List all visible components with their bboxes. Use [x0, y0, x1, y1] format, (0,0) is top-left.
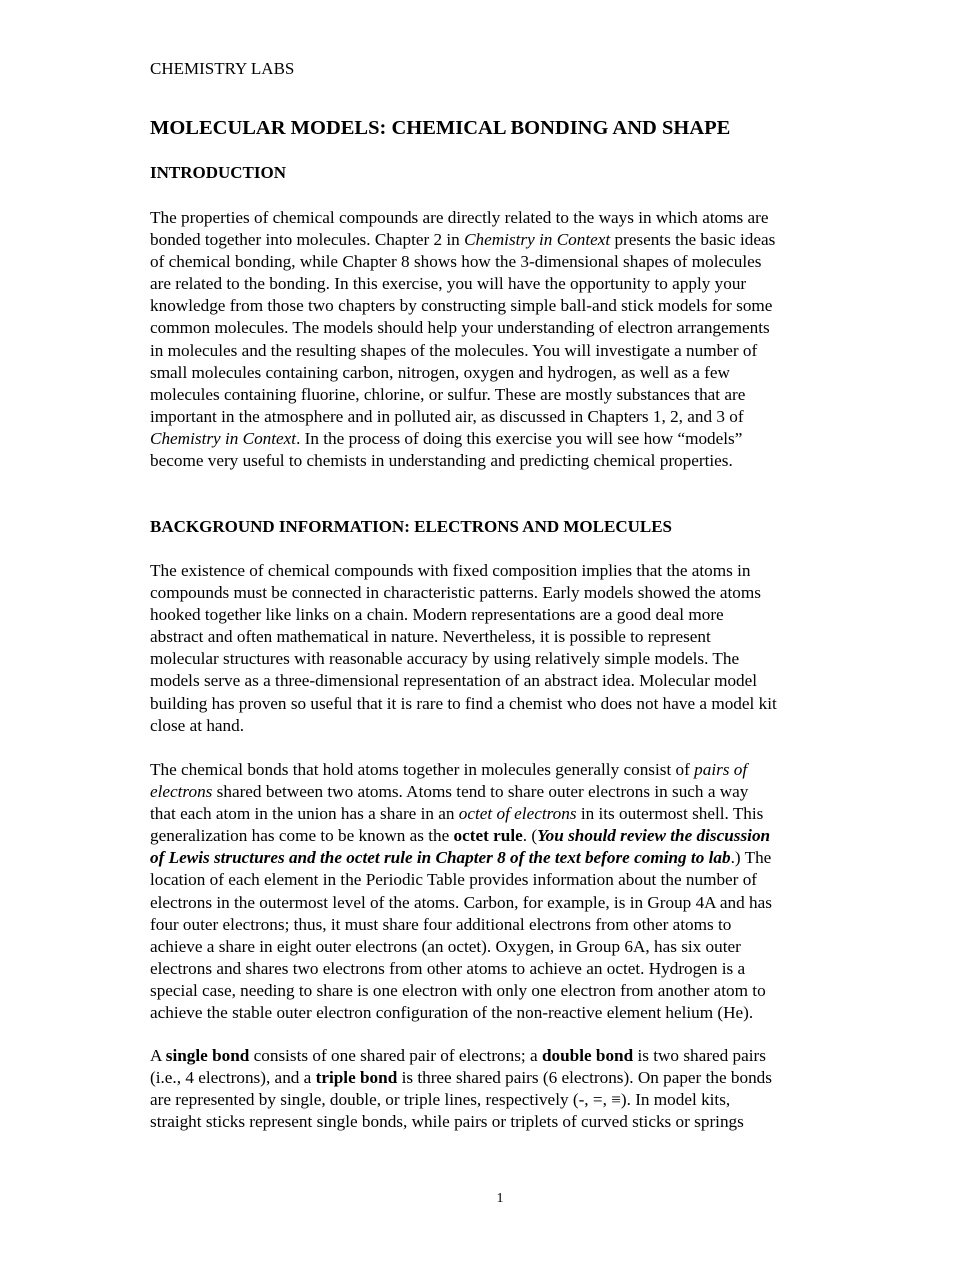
bg2-line-9: achieve a share in eight outer electrons (an octet). Oxygen, in Group 6A, has six outer	[150, 936, 741, 956]
single-bond-term: single bond	[165, 1046, 250, 1065]
intro-line-11: Chemistry in Context. In the process of doing this exercise you will see how “models”	[150, 428, 743, 448]
bg2-line-2: electrons shared between two atoms. Atoms tend to share outer electrons in such a way	[150, 782, 749, 802]
bg1-line-4: abstract and often mathematical in nature. Nevertheless, it is possible to represent	[150, 627, 711, 647]
intro-line-4: are related to the bonding. In this exercise, you will have the opportunity to apply your	[150, 274, 747, 294]
document-title: MOLECULAR MODELS: CHEMICAL BONDING AND SHAPE	[150, 117, 731, 139]
book-title-emphasis: Chemistry in Context	[464, 230, 611, 250]
intro-line-2: bonded together into molecules. Chapter 2 in Chemistry in Context presents the basic ideas	[150, 230, 776, 250]
bg3-line-2: (i.e., 4 electrons), and a triple bond is three shared pairs (6 electrons). On paper the bonds	[150, 1068, 772, 1088]
bg1-line-3: hooked together like links on a chain. Modern representations are a good deal more	[150, 605, 724, 625]
running-head: CHEMISTRY LABS	[150, 59, 295, 78]
page-number: 1	[496, 1191, 504, 1206]
background-paragraph-3	[150, 1045, 772, 1133]
intro-line-3: of chemical bonding, while Chapter 8 shows how the 3-dimensional shapes of molecules	[150, 252, 762, 272]
bg1-line-8: close at hand.	[150, 715, 245, 735]
bg3-line-4: straight sticks represent single bonds, while pairs or triplets of curved sticks or springs	[150, 1112, 744, 1132]
bg2-line-8: four outer electrons; thus, it must share four additional electrons from other atoms to	[150, 914, 732, 934]
bg2-line-7: electrons in the outermost level of the atoms. Carbon, for example, is in Group 4A and has	[150, 892, 772, 912]
bg1-line-1: The existence of chemical compounds with fixed composition implies that the atoms in	[150, 561, 751, 580]
bg1-line-6: models serve as a three-dimensional representation of an abstract idea. Molecular model	[150, 671, 758, 691]
intro-line-7: in molecules and the resulting shapes of the molecules. You will investigate a number of	[150, 340, 758, 360]
background-paragraph-1	[150, 560, 777, 737]
bg1-line-2: compounds must be connected in characteristic patterns. Early models showed the atoms	[150, 583, 761, 603]
intro-line-5: knowledge from those two chapters by constructing simple ball-and stick models for some	[150, 296, 773, 316]
background-heading: BACKGROUND INFORMATION: ELECTRONS AND MOLECULES	[150, 517, 673, 536]
bg2-line-12: achieve the stable outer electron configuration of the non-reactive element helium (He).	[150, 1003, 754, 1023]
intro-line-10: important in the atmosphere and in polluted air, as discussed in Chapters 1, 2, and 3 of	[150, 406, 744, 426]
octet-rule-term: octet rule	[453, 826, 523, 846]
bg1-line-7: building has proven so useful that it is rare to find a chemist who does not have a model kit	[150, 693, 777, 713]
bg2-line-11: special case, needing to share is one electron with only one electron from another atom to	[150, 980, 766, 1000]
triple-bond-term: triple bond	[315, 1068, 398, 1088]
bg1-line-5: molecular structures with reasonable accuracy by using relatively simple models. The	[150, 649, 740, 669]
bg2-line-3: that each atom in the union has a share in an octet of electrons in its outermost shell. This	[150, 804, 764, 824]
intro-line-1: The properties of chemical compounds are directly related to the ways in which atoms are	[150, 208, 769, 227]
bg2-line-1: The chemical bonds that hold atoms together in molecules generally consist of pairs of	[150, 760, 748, 779]
bg2-line-5: of Lewis structures and the octet rule in Chapter 8 of the text before coming to lab.) The	[150, 848, 772, 868]
intro-line-12: become very useful to chemists in understanding and predicting chemical properties.	[150, 451, 733, 471]
bg2-line-10: electrons and shares two electrons from other atoms to achieve an octet. Hydrogen is a	[150, 958, 746, 978]
intro-line-9: molecules containing fluorine, chlorine, or sulfur. These are mostly substances that are	[150, 384, 746, 404]
intro-line-6: common molecules. The models should help your understanding of electron arrangements	[150, 318, 770, 338]
introduction-paragraph	[150, 207, 775, 472]
bg2-line-6: location of each element in the Periodic Table provides information about the number of	[150, 870, 758, 890]
book-title-emphasis: Chemistry in Context	[150, 428, 297, 448]
background-paragraph-2	[150, 759, 772, 1024]
bg3-line-1: A single bond consists of one shared pair of electrons; a double bond is two shared pairs	[150, 1046, 766, 1065]
bg2-line-4: generalization has come to be known as the octet rule. (You should review the discussion	[150, 826, 771, 846]
introduction-heading: INTRODUCTION	[150, 163, 287, 182]
intro-line-8: small molecules containing carbon, nitrogen, oxygen and hydrogen, as well as a few	[150, 362, 730, 382]
bg3-line-3: are represented by single, double, or triple lines, respectively (-, =, ≡). In model kits,	[150, 1090, 731, 1110]
double-bond-term: double bond	[541, 1046, 634, 1065]
